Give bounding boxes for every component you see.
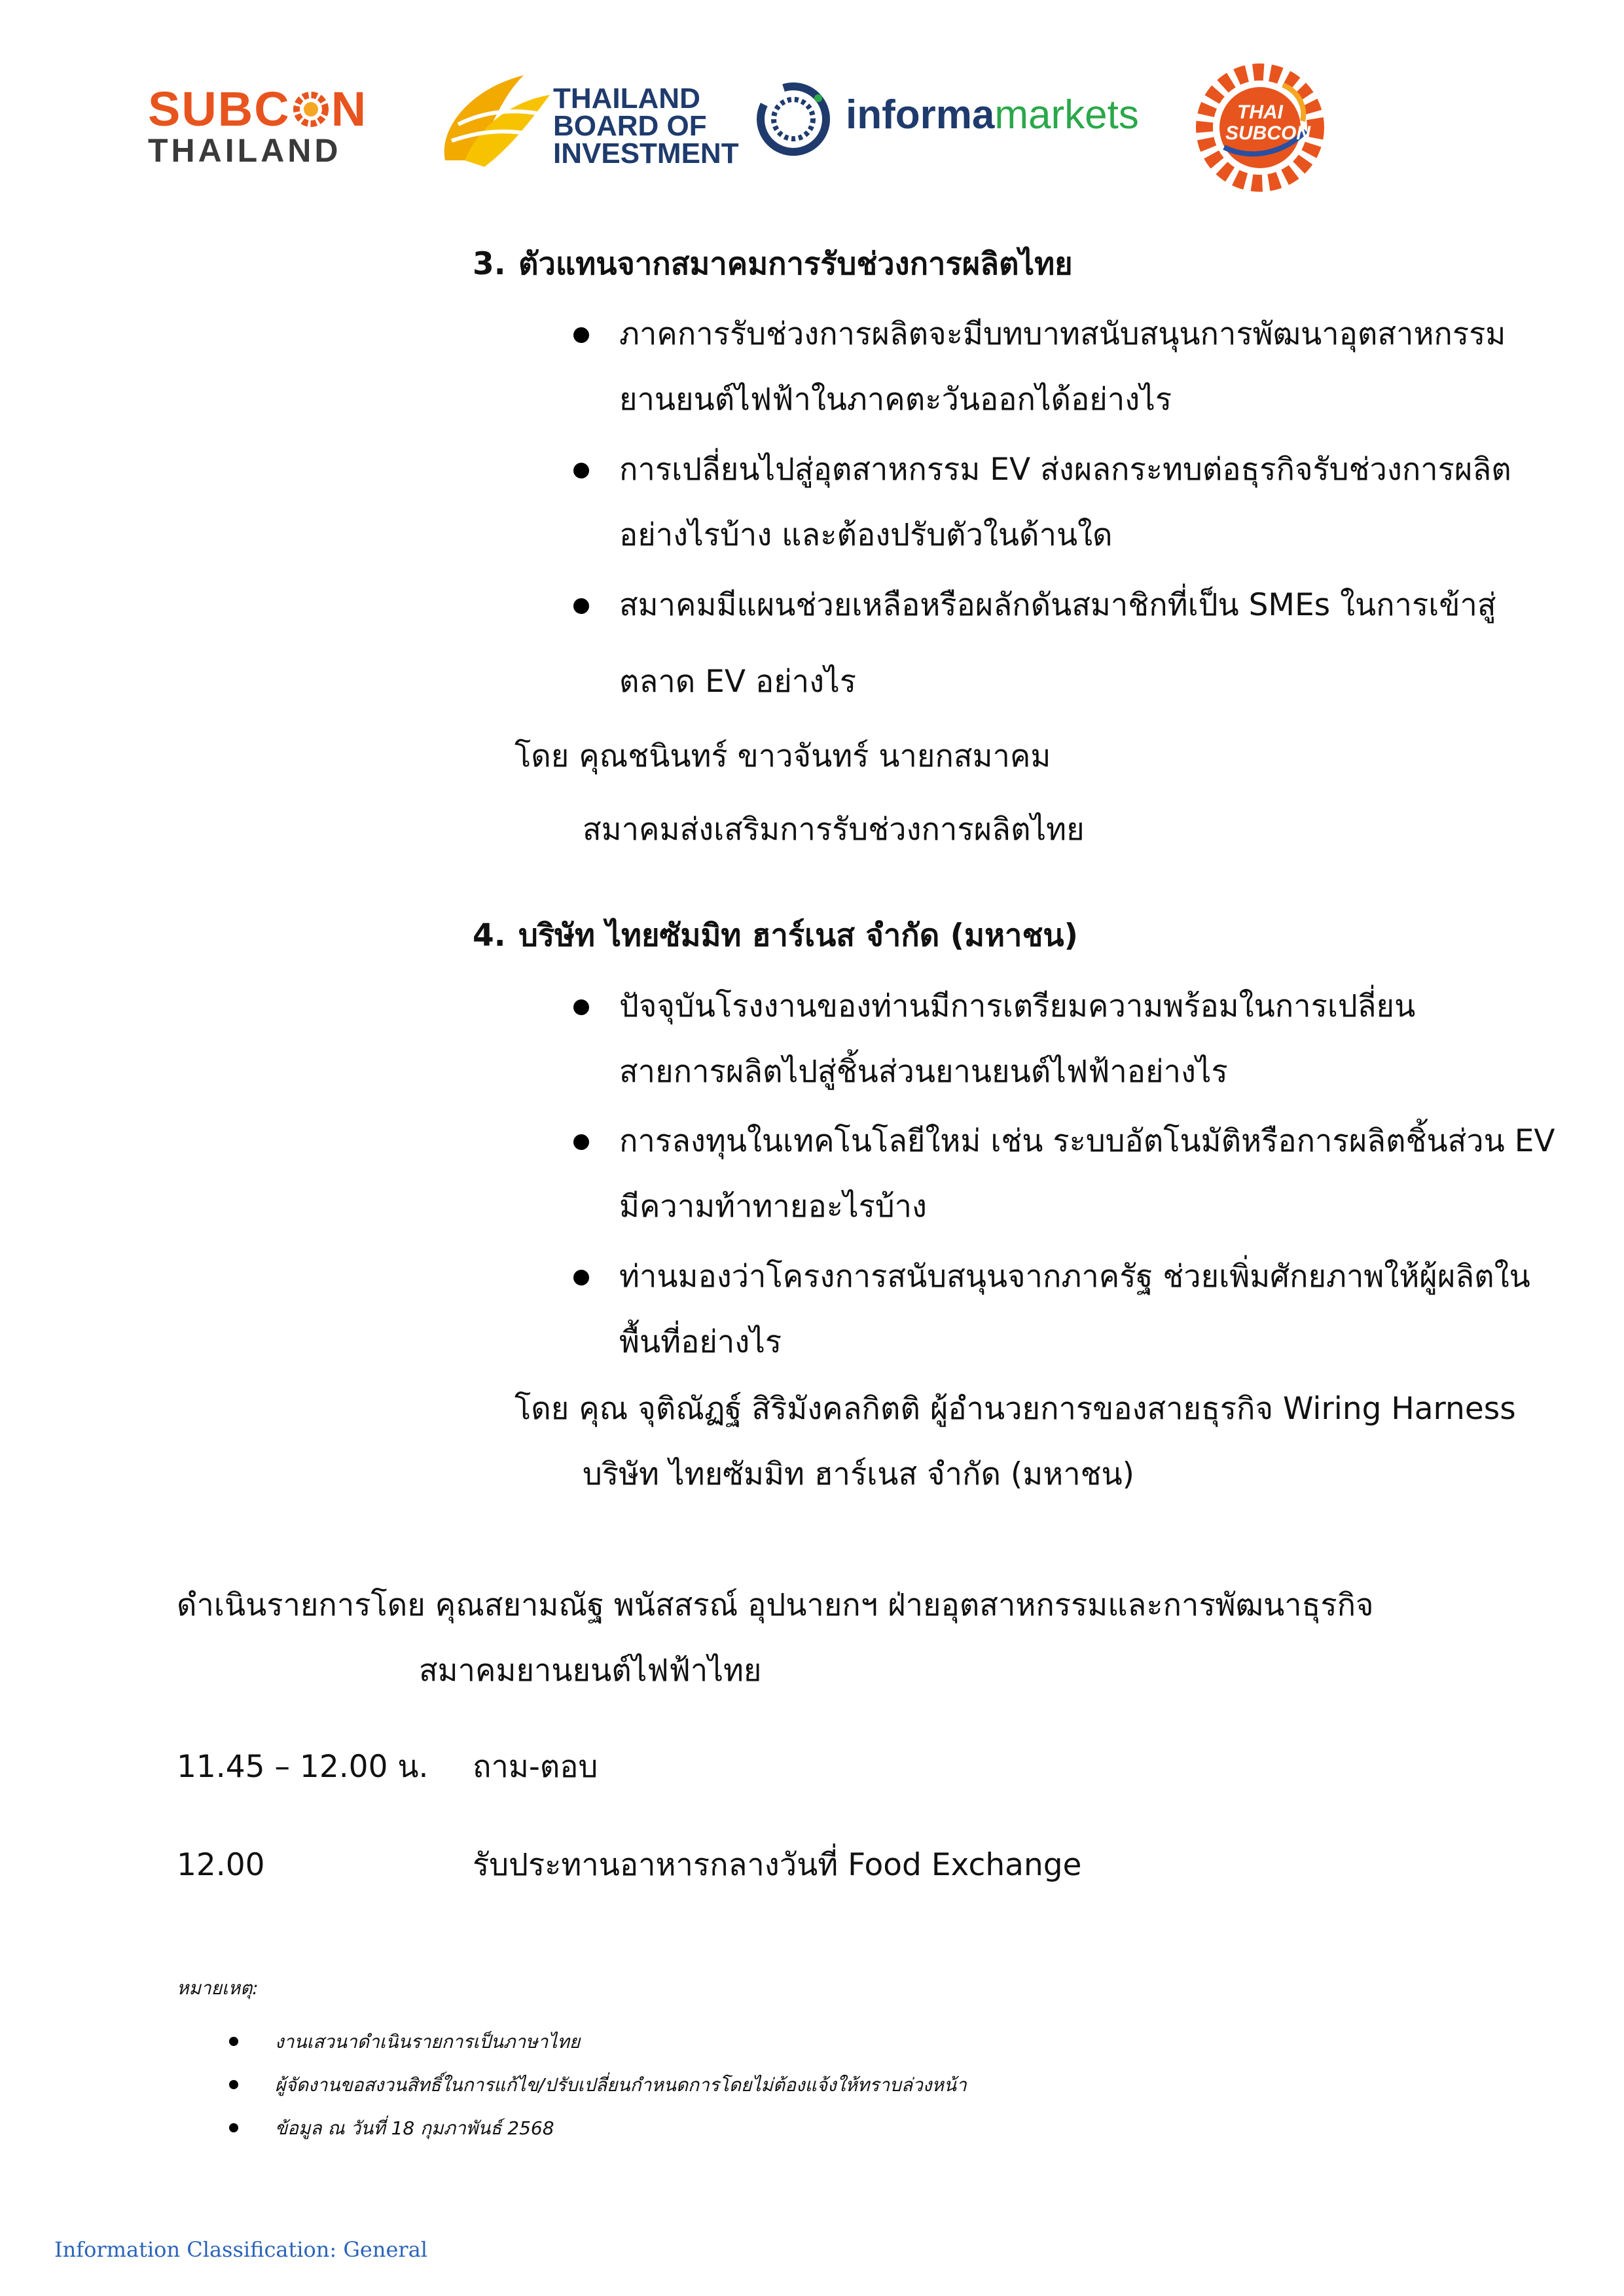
informa-markets-logo: informamarkets — [753, 79, 1146, 164]
section-3-number: 3. — [473, 246, 506, 282]
bullet-icon — [229, 2080, 238, 2089]
information-classification-footer: Information Classification: General — [54, 2237, 428, 2262]
section-4-number: 4. — [473, 918, 506, 954]
note-item-2: ผู้จัดงานขอสงวนสิทธิ์ในการแก้ไข/ปรับเปลี่ยนกำหนดการโดยไม่ต้องแจ้งให้ทราบล่วงหน้า — [275, 2074, 967, 2096]
section-4-bullet-2-line-1: การลงทุนในเทคโนโลยีใหม่ เช่น ระบบอัตโนมัติหรือการผลิตชิ้นส่วน EV — [619, 1123, 1555, 1159]
bullet-icon — [573, 327, 589, 343]
section-3-bullet-1-line-2: ยานยนต์ไฟฟ้าในภาคตะวันออกได้อย่างไร — [619, 382, 1172, 418]
section-3-bullet-2-line-2: อย่างไรบ้าง และต้องปรับตัวในด้านใด — [619, 517, 1113, 553]
boi-logo — [432, 62, 739, 173]
section-4-bullet-3-line-2: พื้นที่อย่างไร — [619, 1324, 782, 1360]
section-3-bullet-3-line-1: สมาคมมีแผนช่วยเหลือหรือผลักดันสมาชิกที่เป็น SMEs ในการเข้าสู่ — [619, 587, 1496, 623]
schedule-activity-1: ถาม-ตอบ — [473, 1749, 598, 1785]
section-3-title: ตัวแทนจากสมาคมการรับช่วงการผลิตไทย — [518, 246, 1073, 282]
bullet-icon — [573, 1270, 589, 1285]
section-4-speaker: โดย คุณ จุติณัฏฐ์ สิริมังคลกิตติ ผู้อำนวยการของสายธุรกิจ Wiring Harness — [514, 1391, 1516, 1427]
boi-emblem-icon — [432, 62, 556, 173]
schedule-time-2: 12.00 — [177, 1847, 265, 1883]
bullet-icon — [573, 999, 589, 1015]
gear-icon — [291, 89, 331, 130]
section-3-bullet-1-line-1: ภาคการรับช่วงการผลิตจะมีบทบาทสนับสนุนการพัฒนาอุตสาหกรรม — [619, 316, 1506, 352]
note-item-1: งานเสวนาดำเนินรายการเป็นภาษาไทย — [275, 2031, 581, 2053]
thai-subcon-logo: THAI SUBCON — [1185, 62, 1342, 193]
section-3-speaker: โดย คุณชนินทร์ ขาวจันทร์ นายกสมาคม — [514, 738, 1051, 774]
section-4-bullet-1-line-2: สายการผลิตไปสู่ชิ้นส่วนยานยนต์ไฟฟ้าอย่างไร — [619, 1054, 1228, 1090]
section-4-organization: บริษัท ไทยซัมมิท ฮาร์เนส จำกัด (มหาชน) — [583, 1456, 1134, 1492]
section-4-title: บริษัท ไทยซัมมิท ฮาร์เนส จำกัด (มหาชน) — [518, 918, 1078, 954]
bullet-icon — [229, 2037, 238, 2046]
moderator-line-1: ดำเนินรายการโดย คุณสยามณัฐ พนัสสรณ์ อุปนายกฯ ฝ่ายอุตสาหกรรมและการพัฒนาธุรกิจ — [177, 1587, 1374, 1623]
subcon-thailand-logo: SUBC N THAILAND — [148, 82, 368, 169]
schedule-activity-2: รับประทานอาหารกลางวันที่ Food Exchange — [473, 1847, 1082, 1883]
bullet-icon — [229, 2123, 238, 2132]
bullet-icon — [573, 598, 589, 614]
section-3-bullet-3-line-2: ตลาด EV อย่างไร — [619, 664, 856, 700]
section-4-bullet-1-line-1: ปัจจุบันโรงงานของท่านมีการเตรียมความพร้อมในการเปลี่ยน — [619, 988, 1416, 1024]
section-3-bullet-2-line-1: การเปลี่ยนไปสู่อุตสาหกรรม EV ส่งผลกระทบต่อธุรกิจรับช่วงการผลิต — [619, 452, 1511, 488]
section-3-organization: สมาคมส่งเสริมการรับช่วงการผลิตไทย — [583, 812, 1085, 848]
bullet-icon — [573, 1134, 589, 1150]
section-4-bullet-2-line-2: มีความท้าทายอะไรบ้าง — [619, 1189, 927, 1225]
note-item-3: ข้อมูล ณ วันที่ 18 กุมภาพันธ์ 2568 — [275, 2117, 554, 2139]
section-4-bullet-3-line-1: ท่านมองว่าโครงการสนับสนุนจากภาครัฐ ช่วยเพิ่มศักยภาพให้ผู้ผลิตใน — [619, 1259, 1530, 1295]
schedule-time-1: 11.45 – 12.00 น. — [177, 1749, 429, 1785]
informa-circle-icon — [753, 79, 835, 160]
notes-title: หมายเหตุ: — [177, 1977, 259, 1999]
boi-logo-text: THAILAND BOARD OF INVESTMENT — [553, 82, 739, 170]
moderator-line-2: สมาคมยานยนต์ไฟฟ้าไทย — [419, 1653, 762, 1689]
bullet-icon — [573, 463, 589, 478]
